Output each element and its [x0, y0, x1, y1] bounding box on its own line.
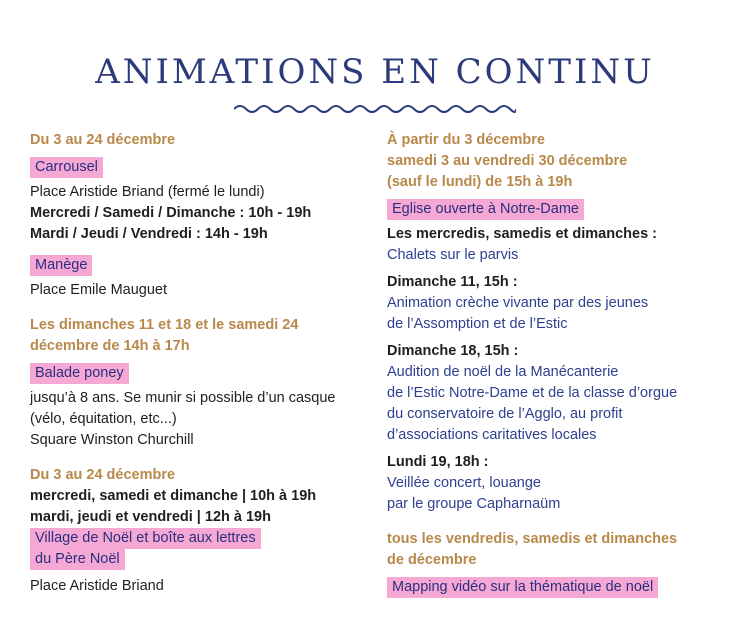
event-tag-eglise: Eglise ouverte à Notre-Dame [387, 199, 584, 220]
event-hours: mardi, jeudi et vendredi | 12h à 19h [30, 509, 271, 525]
event-tag-carrousel: Carrousel [30, 157, 103, 178]
event-what: par le groupe Capharnaüm [387, 496, 561, 512]
event-when: Lundi 19, 18h : [387, 454, 489, 470]
event-what: Audition de noël de la Manécanterie [387, 364, 619, 380]
event-what: Veillée concert, louange [387, 475, 541, 491]
section-date: Du 3 au 24 décembre [30, 467, 176, 483]
event-tag-village-noel: du Père Noël [30, 549, 125, 570]
page-title: ANIMATIONS EN CONTINU [95, 52, 655, 92]
section-date: Du 3 au 24 décembre [30, 132, 176, 148]
event-place: Place Emile Mauguet [30, 282, 168, 298]
event-when: Les mercredis, samedis et dimanches : [387, 226, 657, 242]
event-what: de l’Assomption et de l’Estic [387, 316, 568, 332]
event-place: Place Aristide Briand (fermé le lundi) [30, 184, 265, 200]
section-date: À partir du 3 décembre [387, 132, 545, 148]
event-tag-manege: Manège [30, 255, 92, 276]
right-column [387, 130, 737, 598]
event-what: d’associations caritatives locales [387, 427, 597, 443]
event-tag-balade-poney: Balade poney [30, 363, 129, 384]
event-what: du conservatoire de l’Agglo, au profit [387, 406, 623, 422]
section-date: de décembre [387, 552, 477, 568]
event-when: Dimanche 18, 15h : [387, 343, 519, 359]
event-place: Place Aristide Briand [30, 578, 164, 594]
section-date: Les dimanches 11 et 18 et le samedi 24 [30, 317, 299, 333]
section-date: samedi 3 au vendredi 30 décembre [387, 153, 628, 169]
event-tag-village-noel: Village de Noël et boîte aux lettres [30, 528, 261, 549]
event-tag-mapping: Mapping vidéo sur la thématique de noël [387, 577, 658, 598]
event-what: de l’Estic Notre-Dame et de la classe d’orgue [387, 385, 678, 401]
event-hours: Mercredi / Samedi / Dimanche : 10h - 19h [30, 205, 312, 221]
event-what: Animation crèche vivante par des jeunes [387, 295, 649, 311]
event-hours: Mardi / Jeudi / Vendredi : 14h - 19h [30, 226, 268, 242]
left-column [30, 130, 370, 597]
event-when: Dimanche 11, 15h : [387, 274, 518, 290]
event-place: Square Winston Churchill [30, 432, 194, 448]
wave-divider [234, 103, 516, 115]
section-date: tous les vendredis, samedis et dimanches [387, 531, 678, 547]
event-hours: mercredi, samedi et dimanche | 10h à 19h [30, 488, 317, 504]
event-what: Chalets sur le parvis [387, 247, 519, 263]
event-description: jusqu’à 8 ans. Se munir si possible d’un casque [30, 390, 336, 406]
section-date: (sauf le lundi) de 15h à 19h [387, 174, 573, 190]
event-description: (vélo, équitation, etc...) [30, 411, 177, 427]
section-date: décembre de 14h à 17h [30, 338, 190, 354]
